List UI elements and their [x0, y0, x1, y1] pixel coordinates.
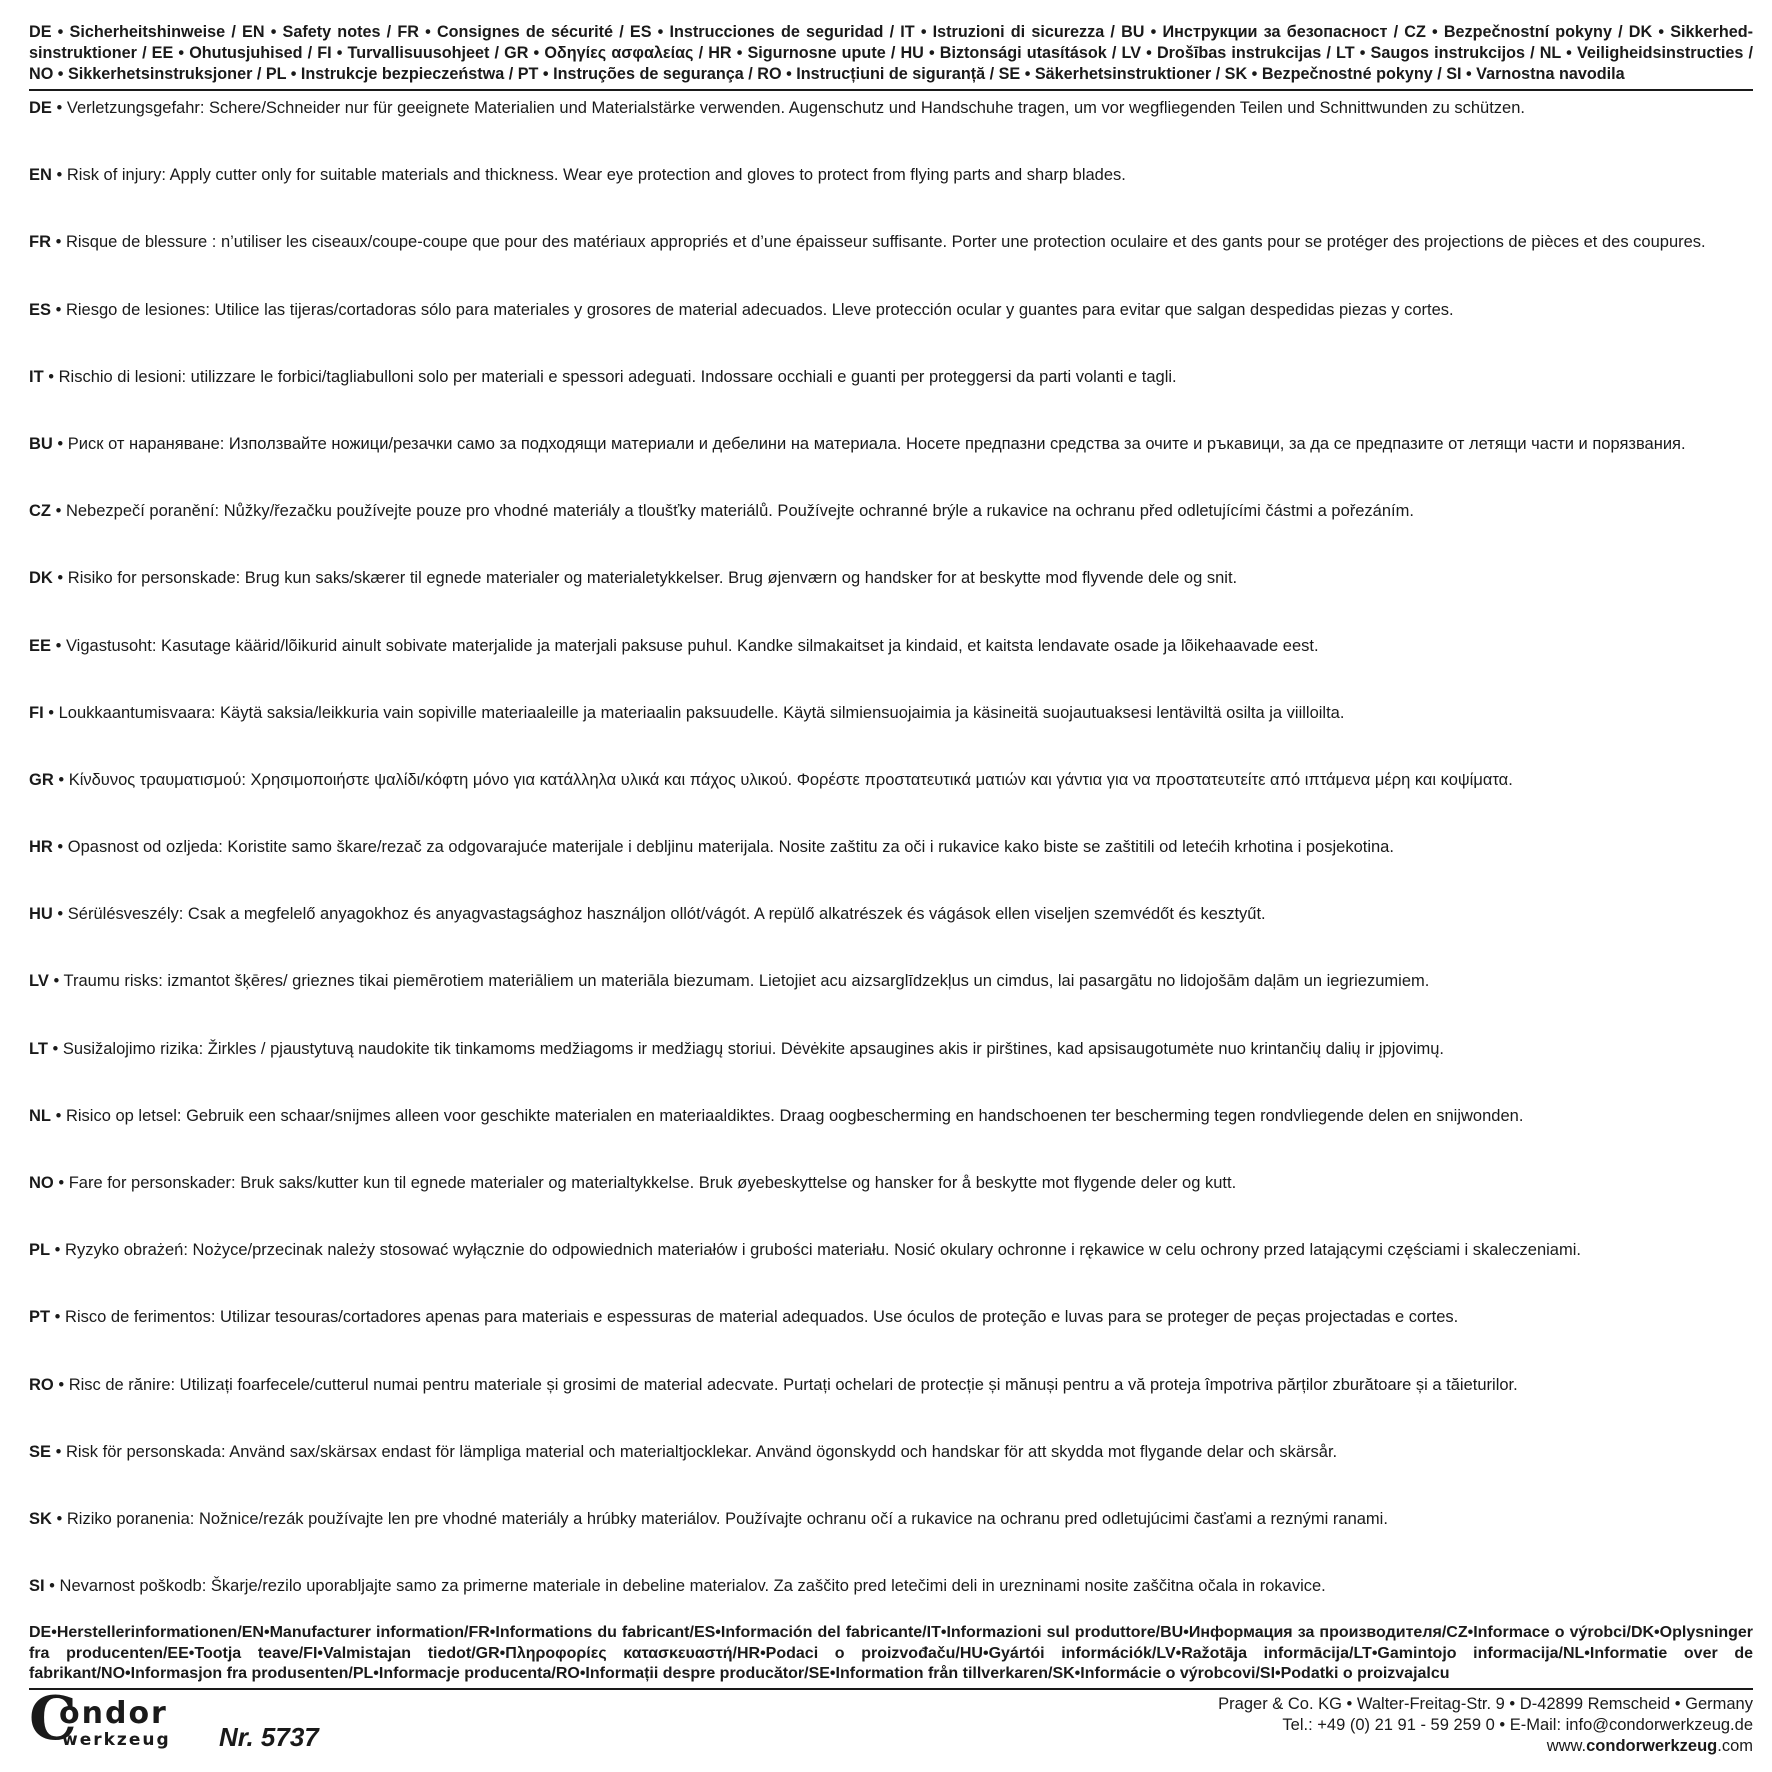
website-prefix: www.: [1546, 1737, 1587, 1755]
bullet-separator: •: [51, 1509, 67, 1528]
language-code: HR: [29, 838, 53, 857]
safety-note-ee: [29, 635, 1753, 702]
language-code: SK: [29, 1509, 52, 1528]
condor-logo: [29, 1684, 199, 1756]
website-link[interactable]: [1218, 1736, 1753, 1757]
bullet-separator: •: [50, 1308, 66, 1327]
language-code: IT: [29, 367, 44, 386]
language-code: ES: [29, 300, 52, 319]
bullet-separator: •: [52, 569, 68, 588]
document-page: [29, 22, 1753, 1642]
language-code: EE: [29, 636, 52, 655]
bullet-separator: •: [52, 838, 68, 857]
bullet-separator: •: [53, 770, 69, 789]
safety-note-cz: [29, 500, 1753, 567]
safety-notes-heading: DE • Sicherheitshinweise / EN • Safety notes / FR • Consignes de sécurité / ES • Instrucciones de seguridad / IT • Istruzioni di sicurezza / BU • Инструкции за безопасност / CZ • Bezpečnostní pokyny / DK • Sikkerhedsinstruktioner / EE • Ohutusjuhised / FI • Turvallisuusohjeet / GR • Οδηγίες ασφαλείας / HR • Sigurnosne upute / HU • Biztonsági utasítások / LV • Drošības instrukcijas / LT • Saugos instrukcijos / NL • Veiligheidsinstructies / NO • Sikkerhetsinstruksjoner / PL • Instrukcje bezpieczeństwa / PT • Instruções de segurança / RO • Instrucțiuni de siguranță / SE • Säkerhetsinstruktioner / SK • Bezpečnostné pokyny / SI • Varnostna navodila: [29, 22, 1753, 91]
logo-letter: C: [29, 1684, 77, 1754]
safety-note-pt: [29, 1306, 1753, 1373]
safety-note-sk: [29, 1508, 1753, 1575]
safety-note-no: [29, 1172, 1753, 1239]
note-text: Fare for personskader: Bruk saks/kutter kun til egnede materialer og materialtykkelse. Bruk øyebeskyttelse og hansker for å beskytte mot flygende deler og kutt.: [68, 1174, 1237, 1192]
safety-notes-list: [29, 97, 1753, 1642]
note-text: Nebezpečí poranění: Nůžky/řezačku používejte pouze pro vhodné materiály a tloušťky materiálů. Používejte ochranné brýle a rukavice na ochranu před odletujícími částmi a pořezáním.: [65, 502, 1414, 521]
bullet-separator: •: [52, 434, 68, 453]
safety-note-fr: [29, 231, 1753, 298]
safety-note-se: [29, 1441, 1753, 1508]
note-text: Risc de rănire: Utilizați foarfecele/cutterul numai pentru materiale și grosimi de material adecvate. Purtați ochelari de protecție și mănuși pentru a vă proteja împotriva părților zburătoare și a tăieturilor.: [68, 1375, 1518, 1394]
model-number: Nr. 5737: [219, 1722, 319, 1752]
note-text: Riesgo de lesiones: Utilice las tijeras/cortadoras sólo para materiales y grosores de material adecuados. Lleve protección ocular y guantes para evitar que salgan despedidas piezas y cortes.: [65, 300, 1454, 319]
bullet-separator: •: [51, 1106, 66, 1125]
language-code: HU: [29, 905, 53, 924]
language-code: PT: [29, 1308, 51, 1327]
bullet-separator: •: [51, 99, 67, 117]
safety-note-bu: [29, 433, 1753, 500]
bullet-separator: •: [48, 972, 64, 991]
note-text: Risk of injury: Apply cutter only for suitable materials and thickness. Wear eye protection and gloves to protect from flying parts and sharp blades.: [66, 166, 1126, 185]
safety-note-gr: [29, 769, 1753, 836]
bullet-separator: •: [51, 502, 66, 521]
note-text: Risk för personskada: Använd sax/skärsax endast för lämpliga material och materialtjocklekar. Använd ögonskydd och handskar för att skydda mot flygande delar och skärsår.: [65, 1442, 1338, 1461]
language-code: FR: [29, 233, 51, 252]
language-code: FI: [29, 703, 44, 722]
website-suffix: .com: [1717, 1737, 1753, 1755]
bullet-separator: •: [51, 1442, 66, 1461]
safety-note-it: [29, 366, 1753, 433]
safety-note-lt: [29, 1038, 1753, 1105]
note-text: Risiko for personskade: Brug kun saks/skærer til egnede materialer og materialetykkelser. Brug øjenværn og handsker for at beskytte mod flyvende dele og snit.: [67, 569, 1238, 588]
note-text: Rischio di lesioni: utilizzare le forbici/tagliabulloni solo per materiali e spessori adeguati. Indossare occhiali e guanti per proteggersi da parti volanti e tagli.: [58, 367, 1177, 386]
bullet-separator: •: [53, 1375, 69, 1394]
address-line: Prager & Co. KG • Walter-Freitag-Str. 9 • D-42899 Remscheid • Germany: [1218, 1695, 1753, 1713]
note-text: Sérülésveszély: Csak a megfelelő anyagokhoz és anyagvastagsághoz használjon ollót/vágót. A repülő alkatrészek és vágások ellen viseljen szemvédőt és kesztyűt.: [67, 905, 1266, 924]
language-code: SI: [29, 1577, 45, 1596]
bullet-separator: •: [43, 367, 59, 386]
safety-note-nl: [29, 1105, 1753, 1172]
note-text: Verletzungsgefahr: Schere/Schneider nur für geeignete Materialien und Materialstärke verwenden. Augenschutz und Handschuhe tragen, um vor wegfliegenden Teilen und Schnittwunden zu schützen.: [66, 99, 1525, 117]
language-code: SE: [29, 1442, 52, 1461]
language-code: BU: [29, 434, 53, 453]
note-text: Risco de ferimentos: Utilizar tesouras/cortadores apenas para materiais e espessuras de material adequados. Use óculos de proteção e luvas para se proteger de peças projectadas e cortes.: [65, 1308, 1459, 1327]
footer: [29, 1684, 1753, 1760]
manufacturer-address: [1218, 1694, 1753, 1757]
safety-note-de: [29, 97, 1753, 164]
bullet-separator: •: [51, 166, 67, 185]
safety-note-pl: [29, 1239, 1753, 1306]
language-code: LT: [29, 1039, 48, 1058]
note-text: Risico op letsel: Gebruik een schaar/snijmes alleen voor geschikte materialen en materiaaldiktes. Draag oogbescherming en handschoenen ter bescherming tegen rondvliegende delen en snijwonden.: [65, 1106, 1524, 1125]
logo-word-bottom: werkzeug: [62, 1730, 171, 1750]
note-text: Nevarnost poškodb: Škarje/rezilo uporabljajte samo za primerne materiale in debeline materialov. Za zaščito pred letečimi deli in urezninami nosite zaščitna očala in rokavice.: [59, 1577, 1326, 1596]
bullet-separator: •: [52, 905, 68, 924]
bullet-separator: •: [50, 1241, 66, 1260]
safety-note-ro: [29, 1374, 1753, 1441]
bullet-separator: •: [51, 233, 66, 252]
safety-note-lv: [29, 970, 1753, 1037]
language-code: CZ: [29, 502, 51, 521]
safety-note-hu: [29, 903, 1753, 970]
bullet-separator: •: [43, 703, 59, 722]
note-text: Κίνδυνος τραυματισμού: Χρησιμοποιήστε ψαλίδι/κόφτη μόνο για κατάλληλα υλικά και πάχος υλικού. Φορέστε προστατευτικά ματιών και γάντια για να προστατευτείτε από ιπτάμενα μέρη και κοψίματα.: [68, 770, 1513, 789]
language-code: DK: [29, 569, 53, 588]
safety-note-dk: [29, 567, 1753, 634]
language-code: NO: [29, 1174, 54, 1192]
bullet-separator: •: [47, 1039, 63, 1058]
bullet-separator: •: [51, 636, 66, 655]
safety-note-hr: [29, 836, 1753, 903]
note-text: Susižalojimo rizika: Žirkles / pjaustytuvą naudokite tik tinkamoms medžiagoms ir medžiagų storiui. Dėvėkite apsaugines akis ir pirštines, kad apsisaugotumėte nuo krintančių dalių ir įpjovimų.: [62, 1039, 1445, 1058]
logo-word-top: ondor: [59, 1696, 168, 1731]
bullet-separator: •: [44, 1577, 60, 1596]
contact-line: Tel.: +49 (0) 21 91 - 59 259 0 • E-Mail: info@condorwerkzeug.de: [1282, 1716, 1753, 1734]
safety-note-es: [29, 299, 1753, 366]
language-code: PL: [29, 1241, 51, 1260]
language-code: EN: [29, 166, 52, 185]
note-text: Ryzyko obrażeń: Nożyce/przecinak należy stosować wyłącznie do odpowiednich materiałów i grubości materiału. Nosić okulary ochronne i rękawice w celu ochrony przed latającymi częściami i skaleczeniami.: [65, 1241, 1581, 1260]
note-text: Riziko poranenia: Nožnice/rezák používajte len pre vhodné materiály a hrúbky materiálov. Používajte ochranu očí a rukavice na ochranu pred odletujúcimi časťami a reznými ranami.: [66, 1509, 1388, 1528]
language-code: NL: [29, 1106, 51, 1125]
language-code: GR: [29, 770, 54, 789]
manufacturer-info-heading: DE•Herstellerinformationen/EN•Manufacturer information/FR•Informations du fabricant/ES•Información del fabricante/IT•Informazioni sul produttore/BU•Информация за производителя/CZ•Informace o výrobci/DK•Oplysninger fra producenten/EE•Tootja teave/FI•Valmistajan tiedot/GR•Πληροφορίες κατασκευαστή/HR•Podaci o proizvođaču/HU•Gyártói információk/LV•Ražotāja informācija/LT•Gamintojo informacija/NL•Informatie over de fabrikant/NO•Informasjon fra produsenten/PL•Informacje producenta/RO•Informații despre producător/SE•Information från tillverkaren/SK•Informácie o výrobcovi/SI•Podatki o proizvajalcu: [29, 1623, 1753, 1690]
bullet-separator: •: [53, 1174, 69, 1192]
note-text: Vigastusoht: Kasutage käärid/lõikurid ainult sobivate materjalide ja materjali paksuse puhul. Kandke silmakaitset ja kindaid, et kaitsta lendavate osade ja lõikehaavade eest.: [65, 636, 1319, 655]
language-code: RO: [29, 1375, 54, 1394]
note-text: Loukkaantumisvaara: Käytä saksia/leikkuria vain sopiville materiaaleille ja materiaalin paksuudelle. Käytä silmiensuojaimia ja käsineitä suojautuaksesi lentäviltä osilta ja viilloilta.: [58, 703, 1345, 722]
safety-note-en: [29, 164, 1753, 231]
bullet-separator: •: [51, 300, 66, 319]
website-domain: condorwerkzeug: [1586, 1737, 1718, 1755]
note-text: Risque de blessure : n’utiliser les ciseaux/coupe-coupe que pour des matériaux appropriés et d’une épaisseur suffisante. Porter une protection oculaire et des gants pour se protéger des projections de pièces et des coupures.: [65, 233, 1706, 252]
safety-note-fi: [29, 702, 1753, 769]
note-text: Traumu risks: izmantot šķēres/ grieznes tikai piemērotiem materiāliem un materiāla biezumam. Lietojiet acu aizsarglīdzekļus un cimdus, lai pasargātu no lidojošām daļām un iegriezumiem.: [63, 972, 1430, 991]
language-code: LV: [29, 972, 49, 991]
language-code: DE: [29, 99, 52, 117]
note-text: Риск от нараняване: Използвайте ножици/резачки само за подходящи материали и дебелини на материала. Носете предпазни средства за очите и ръкавици, за да се предпазите от летящи части и порязвания.: [67, 434, 1686, 453]
note-text: Opasnost od ozljeda: Koristite samo škare/rezač za odgovarajuće materijale i debljinu materijala. Nosite zaštitu za oči i rukavice kako biste se zaštitili od letećih krhotina i posjekotina.: [67, 838, 1394, 857]
